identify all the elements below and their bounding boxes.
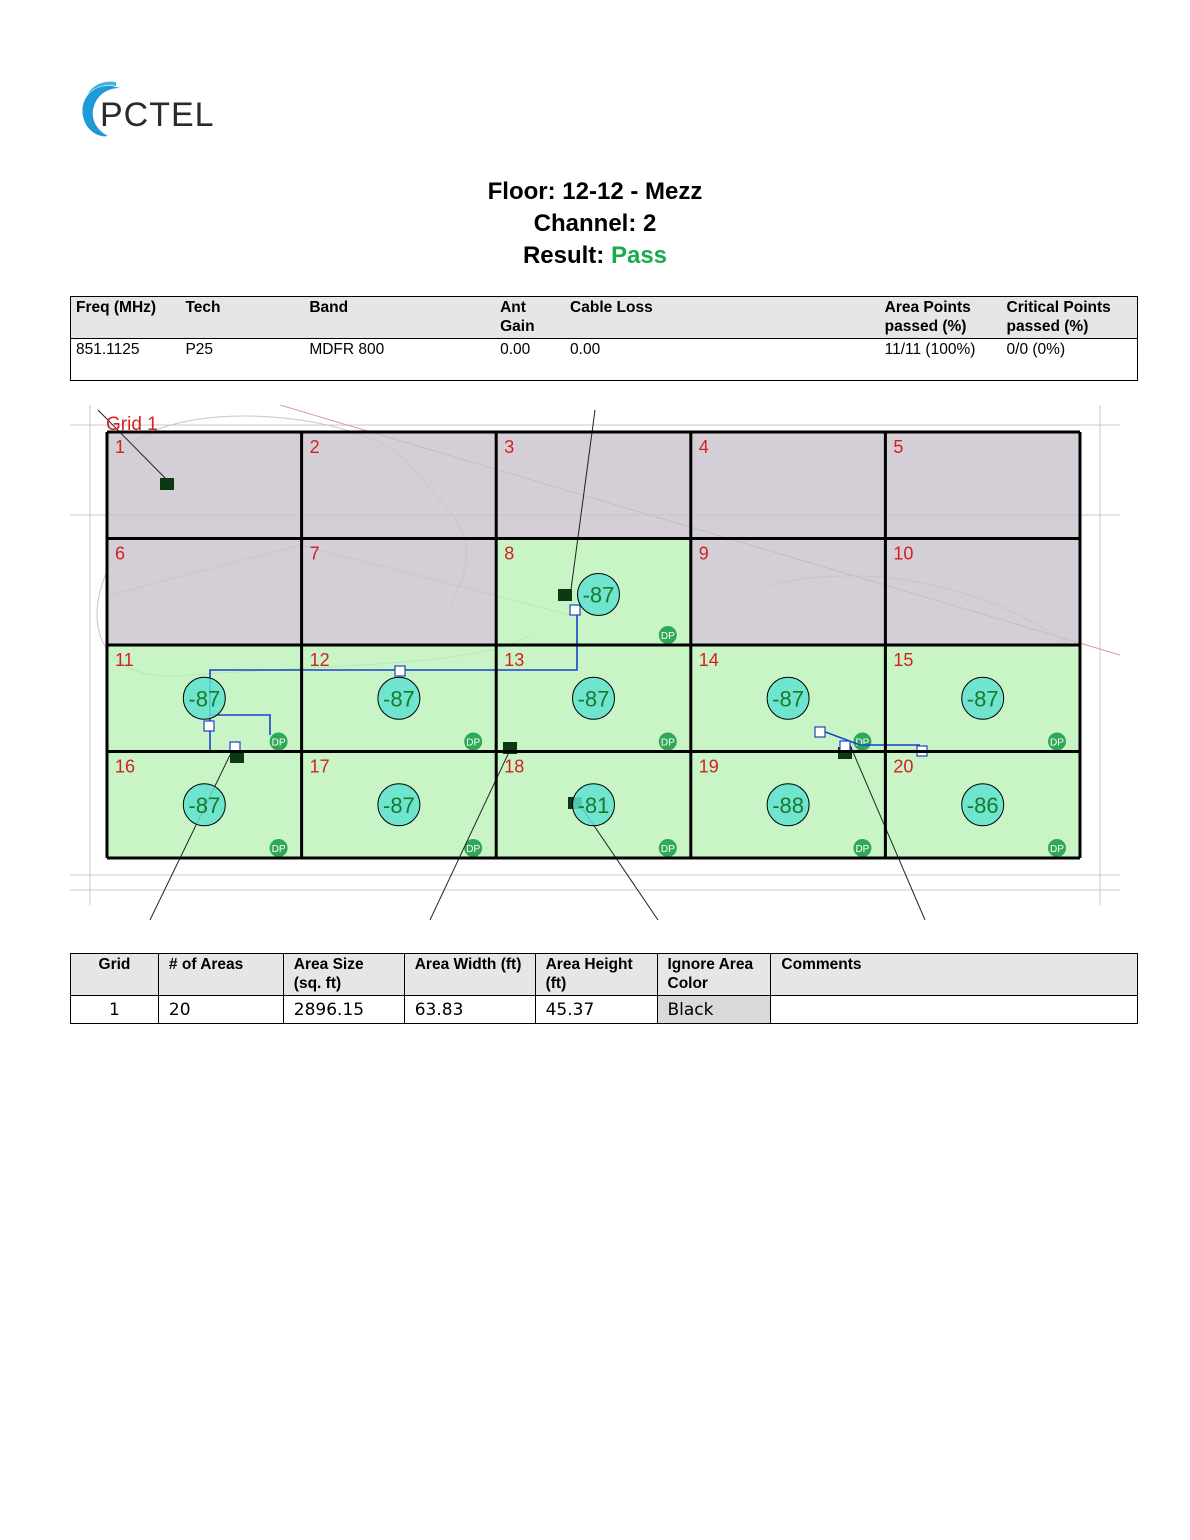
floor-plan-svg (70, 405, 1120, 920)
cell-number-6: 6 (115, 543, 126, 564)
cell-num-areas: 20 (158, 996, 283, 1024)
grid-data-row (71, 996, 1138, 1024)
cell-area-size: 2896.15 (283, 996, 404, 1024)
reading-value-16: -87 (188, 792, 221, 818)
grid-cell-10 (885, 539, 1080, 646)
dp-label-16: DP (271, 844, 286, 855)
dp-label-8: DP (660, 631, 675, 642)
reading-17 (378, 784, 420, 826)
header-comments: Comments (771, 954, 1138, 996)
reading-20 (962, 784, 1004, 826)
reading-12 (378, 677, 420, 719)
summary-header-row (71, 297, 1138, 339)
floor-title: Floor: 12-12 - Mezz (487, 178, 703, 205)
header-cable-loss: Cable Loss (565, 297, 880, 339)
cell-cable-loss: 0.00 (570, 341, 601, 358)
dp-label-18: DP (660, 844, 675, 855)
cell-number-19: 19 (698, 756, 719, 777)
header-area-width: Area Width (ft) (404, 954, 535, 996)
grid-cell-5 (885, 432, 1080, 539)
cell-number-9: 9 (698, 543, 709, 564)
logo-wordmark: PCTEL (100, 96, 215, 134)
header-band: Band (304, 297, 495, 339)
dp-badge-12 (464, 733, 482, 751)
header-area-size: Area Size (sq. ft) (283, 954, 404, 996)
cell-number-8: 8 (504, 543, 515, 564)
dp-label-20: DP (1050, 844, 1064, 855)
dp-badge-11 (270, 733, 288, 751)
result-line (0, 240, 1190, 272)
grid-cell-7 (302, 539, 497, 646)
reading-value-11: -87 (188, 686, 221, 712)
cell-number-20: 20 (893, 756, 914, 777)
reading-value-8: -87 (582, 582, 615, 608)
reading-value-12: -87 (383, 686, 415, 712)
reading-value-13: -87 (577, 686, 610, 712)
dp-badge-19 (853, 839, 871, 857)
cell-area-width: 63.83 (404, 996, 535, 1024)
grid-label: Grid 1 (106, 414, 158, 435)
splitter-marker-5 (840, 741, 850, 751)
header-ignore-color: Ignore Area Color (657, 954, 771, 996)
header-area-points: Area Points passed (%) (880, 297, 1002, 339)
header-ant-gain: Ant Gain (495, 297, 565, 339)
reading-8 (578, 574, 620, 616)
reading-19 (767, 784, 809, 826)
cell-number-10: 10 (893, 543, 914, 564)
cell-tech: P25 (185, 341, 214, 358)
header-area-height: Area Height (ft) (535, 954, 657, 996)
summary-data-row (71, 339, 1138, 381)
cell-number-5: 5 (893, 437, 904, 457)
dp-label-12: DP (466, 737, 481, 749)
header-critical-points: Critical Points passed (%) (1002, 297, 1138, 339)
cell-number-11: 11 (115, 650, 134, 670)
cell-number-1: 1 (115, 437, 126, 457)
header-tech: Tech (180, 297, 304, 339)
splitter-marker-0 (570, 605, 580, 615)
dp-badge-13 (659, 733, 677, 751)
reading-value-15: -87 (966, 686, 999, 712)
reading-value-20: -86 (966, 792, 999, 818)
dp-label-11: DP (271, 737, 286, 749)
cell-number-18: 18 (504, 756, 525, 777)
dp-badge-20 (1048, 839, 1066, 857)
cell-freq: 851.1125 (76, 341, 140, 358)
grid-cell-4 (691, 432, 886, 539)
reading-value-18: -81 (577, 792, 610, 818)
cell-area-height: 45.37 (535, 996, 657, 1024)
cell-number-15: 15 (893, 650, 914, 670)
reading-value-14: -87 (772, 686, 804, 712)
grid-cell-2 (302, 432, 497, 539)
reading-value-19: -88 (772, 792, 804, 818)
reading-18 (573, 784, 615, 826)
header-num-areas: # of Areas (158, 954, 283, 996)
dp-label-15: DP (1050, 737, 1064, 749)
cell-number-14: 14 (698, 650, 719, 670)
result-value: Pass (610, 242, 668, 269)
cell-number-7: 7 (309, 543, 320, 564)
dp-badge-18 (659, 839, 677, 857)
splitter-marker-4 (815, 727, 825, 737)
dp-badge-8 (659, 626, 677, 644)
cell-comments (771, 996, 1138, 1024)
grid-cell-9 (691, 539, 886, 646)
grid-cell-3 (496, 432, 691, 539)
channel-title: Channel: 2 (533, 210, 657, 237)
cell-number-17: 17 (309, 756, 330, 777)
reading-11 (183, 677, 225, 719)
cell-number-2: 2 (309, 437, 320, 457)
header-freq: Freq (MHz) (71, 297, 181, 339)
cell-grid: 1 (71, 996, 159, 1024)
cell-area-points: 11/11 (100%) (884, 341, 976, 358)
reading-14 (767, 677, 809, 719)
splitter-marker-2 (204, 721, 214, 731)
reading-16 (183, 784, 225, 826)
cell-number-3: 3 (504, 437, 515, 457)
cell-number-12: 12 (309, 650, 330, 670)
cell-ant-gain: 0.00 (500, 341, 531, 358)
dp-badge-15 (1048, 733, 1066, 751)
reading-value-17: -87 (383, 792, 415, 818)
grid-table (70, 953, 1138, 1024)
cell-number-4: 4 (698, 437, 709, 457)
dp-badge-14 (853, 733, 871, 751)
dp-label-17: DP (466, 844, 481, 855)
header-grid: Grid (71, 954, 159, 996)
reading-13 (573, 677, 615, 719)
dp-label-19: DP (855, 844, 870, 855)
dp-badge-16 (270, 839, 288, 857)
reading-15 (962, 677, 1004, 719)
grid-header-row (71, 954, 1138, 996)
result-prefix: Result: (522, 242, 605, 269)
grid-cell-1 (107, 432, 302, 539)
antenna-marker-1 (558, 589, 572, 601)
cell-number-13: 13 (504, 650, 525, 670)
dp-label-14: DP (855, 737, 870, 749)
summary-table (70, 296, 1138, 381)
splitter-marker-1 (395, 666, 405, 676)
cell-ignore-color: Black (657, 996, 771, 1024)
report-header (0, 176, 1190, 272)
antenna-marker-0 (160, 478, 174, 490)
cell-critical-points: 0/0 (0%) (1006, 341, 1066, 358)
dp-label-13: DP (660, 737, 675, 749)
pctel-logo (72, 74, 242, 150)
cell-band: MDFR 800 (309, 341, 385, 358)
grid-cell-6 (107, 539, 302, 646)
floor-plan (70, 405, 1120, 920)
cell-number-16: 16 (115, 756, 136, 777)
